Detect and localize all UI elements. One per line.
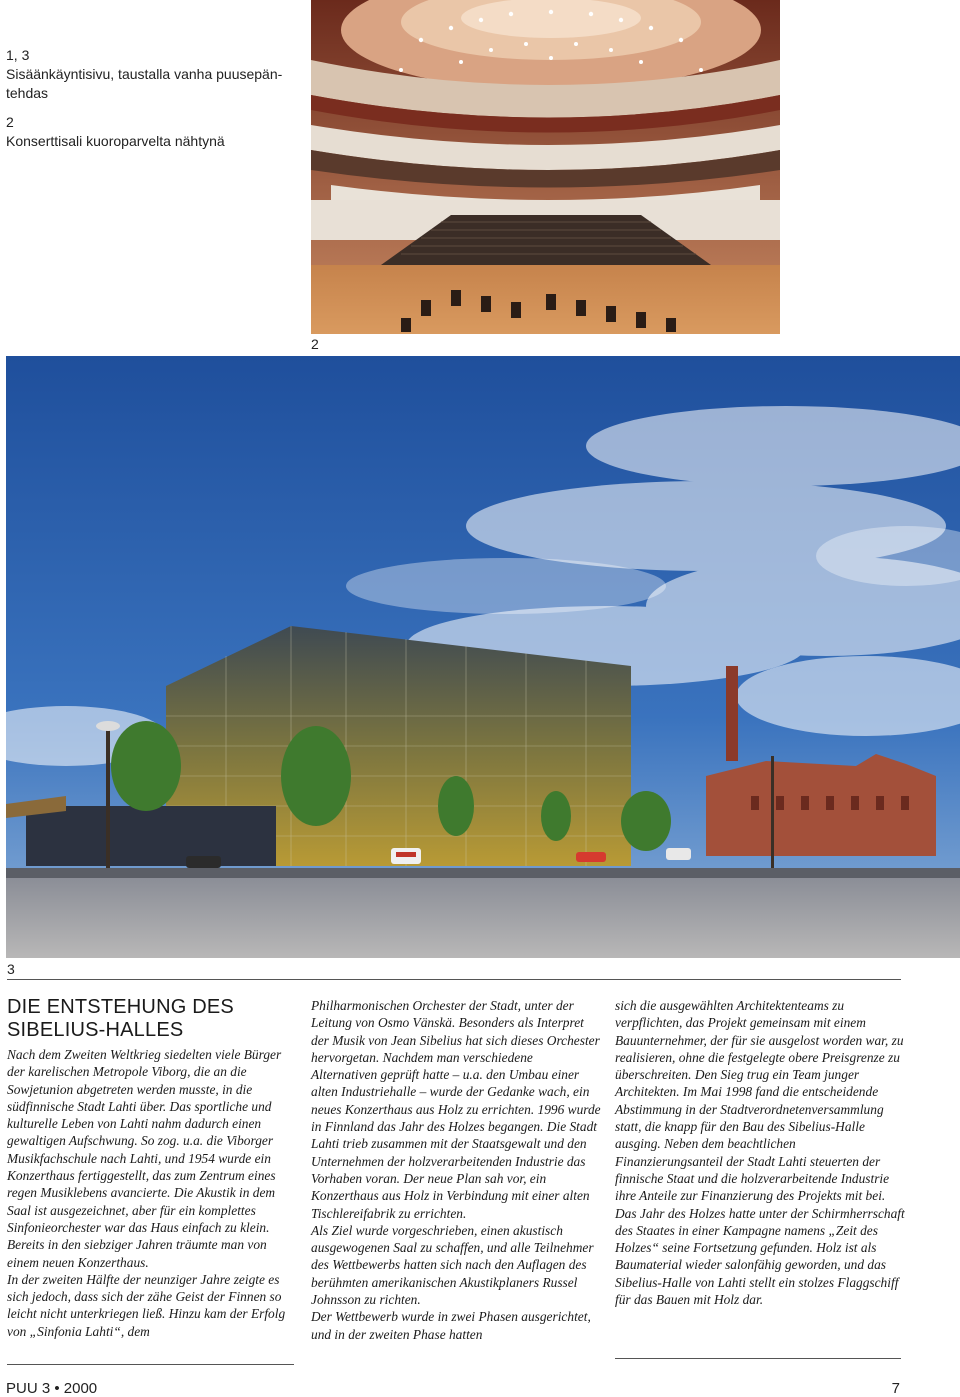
paragraph-7: Das Jahr des Holzes hatte unter der Schirmherrschaft des Staates in einer Kampagne namens „Zeit des Holzes“ seine Fortsetzung gefunden. Holz ist als Baumaterial wieder salonfähig geworden, und das Sibelius-Halle von Lahti stellt ein stolzes Flaggschiff für das Bauen mit Holz dar. bbox=[615, 1205, 905, 1308]
figure-captions bbox=[6, 46, 296, 161]
paragraph-2: In der zweiten Hälfte der neunziger Jahre zeigte es sich jedoch, dass sich der zähe Geist der Finnen so leicht nicht unterkriegen ließ. Hinzu kam der Erfolg von „Sinfonia Lahti“, dem bbox=[7, 1271, 286, 1339]
paragraph-5: Der Wettbewerb wurde in zwei Phasen ausgerichtet, und in der zweiten Phase hatten bbox=[311, 1309, 591, 1342]
figure-3-label: 3 bbox=[7, 961, 15, 977]
footer-rule-right bbox=[615, 1358, 901, 1359]
caption-fig13-number: 1, 3 bbox=[6, 47, 30, 63]
caption-fig13-text: Sisäänkäyntisivu, taustalla vanha puusepän-tehdas bbox=[6, 66, 283, 101]
paragraph-4: Als Ziel wurde vorgeschrieben, einen akustisch ausgewogenen Saal zu schaffen, und alle Teilnehmer des Wettbewerbs hatten sich nach den Auflagen des berühmten amerikanischen Akustikplaners Russel Johnsson zu richten. bbox=[311, 1222, 594, 1308]
paragraph-6: sich die ausgewählten Architektenteams zu verpflichten, das Projekt gemeinsam mit einem Bauunternehmer, der für sie ausgelost worden war, zu realisieren, ohne die festgelegte obere Preisgrenze zu überschreiten. Den Sieg trug ein Team junger Architekten. Im Mai 1998 fand die entscheidende Abstimmung in der Stadtverordnetenversammlung statt, die knapp für den Bau des Sibelius-Halle ausging. Neben dem beachtlichen Finanzierungsanteil der Stadt Lahti steuerten der finnische Staat und die holzverarbeitende Industrie ihre Anteile zur Finanzierung des Projekts mit bei. bbox=[615, 998, 904, 1204]
page-number: 7 bbox=[891, 1380, 900, 1397]
sibelius-hall-exterior-photo bbox=[6, 356, 960, 958]
footer-rule-left bbox=[7, 1364, 294, 1365]
caption-fig2-text: Konserttisali kuoroparvelta nähtynä bbox=[6, 133, 225, 149]
concert-hall-interior-photo bbox=[311, 0, 780, 334]
figure-2-label: 2 bbox=[311, 336, 319, 352]
paragraph-3: Philharmonischen Orchester der Stadt, unter der Leitung von Osmo Vänskä. Besonders als Interpret der Musik von Jean Sibelius hat sich dieses Orchester hervorgetan. Nachdem man verschiedene Alternativen geprüft hatte – u.a. den Umbau einer alten Industriehalle – wurde der Gedanke wach, ein neues Konzerthaus aus Holz zu errichten. 1996 wurde in Finnland das Jahr des Holzes begangen. Die Stadt Lahti trieb zusammen mit der Staatsgewalt und den Unternehmen der holzverarbeitenden Industrie das Vorhaben voran. Der neue Plan sah vor, ein Konzerthaus aus Holz in Verbindung mit einer alten Tischlereifabrik zu errichten. bbox=[311, 998, 601, 1221]
article-column-2 bbox=[311, 997, 601, 1343]
article-heading: DIE ENTSTEHUNG DES SIBELIUS-HALLES bbox=[7, 996, 234, 1041]
caption-fig2-number: 2 bbox=[6, 114, 14, 130]
top-rule bbox=[7, 979, 901, 980]
article-column-3 bbox=[615, 997, 905, 1308]
paragraph-1: Nach dem Zweiten Weltkrieg siedelten viele Bürger der karelischen Metropole Viborg, die an die Sowjetunion abgetreten werden musste, in die südfinnische Stadt Lahti über. Das sportliche und kulturelle Leben von Lahti nahm dadurch einen gewaltigen Aufschwung. So zog. u.a. die Viborger Musikfachschule nach Lahti, und 1954 wurde ein Konzerthaus fertiggestellt, das zum Zentrum eines regen Musiklebens avancierte. Die Akustik in dem Saal ist ausgezeichnet, aber für ein komplettes Sinfonieorchester war das Haus einfach zu klein. Bereits in den siebziger Jahren träumte man von einem neuen Konzerthaus. bbox=[7, 1047, 282, 1270]
article-column-1 bbox=[7, 1046, 292, 1340]
magazine-issue: PUU 3 • 2000 bbox=[6, 1380, 98, 1397]
